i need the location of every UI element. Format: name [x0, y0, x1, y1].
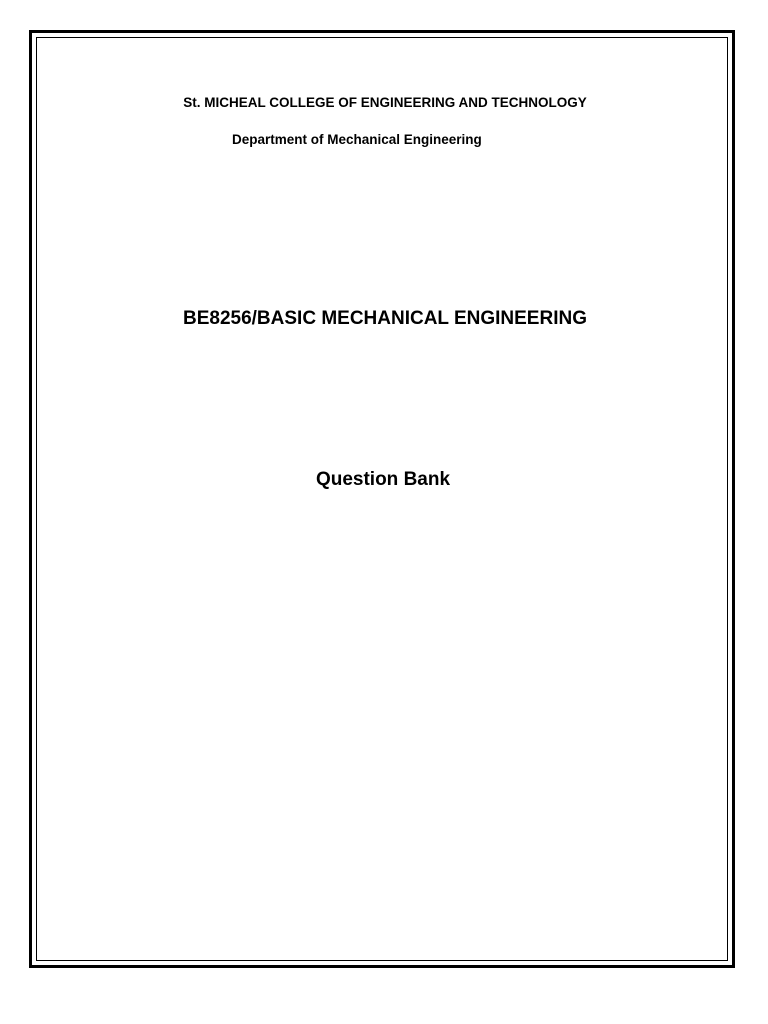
- department-name: Department of Mechanical Engineering: [232, 132, 482, 147]
- course-title: BE8256/BASIC MECHANICAL ENGINEERING: [182, 308, 587, 329]
- college-name: St. MICHEAL COLLEGE OF ENGINEERING AND TECHNOLOGY: [183, 95, 587, 110]
- page-border: [29, 30, 735, 968]
- page-border-inner: [36, 37, 728, 961]
- document-type-title: Question Bank: [315, 469, 451, 490]
